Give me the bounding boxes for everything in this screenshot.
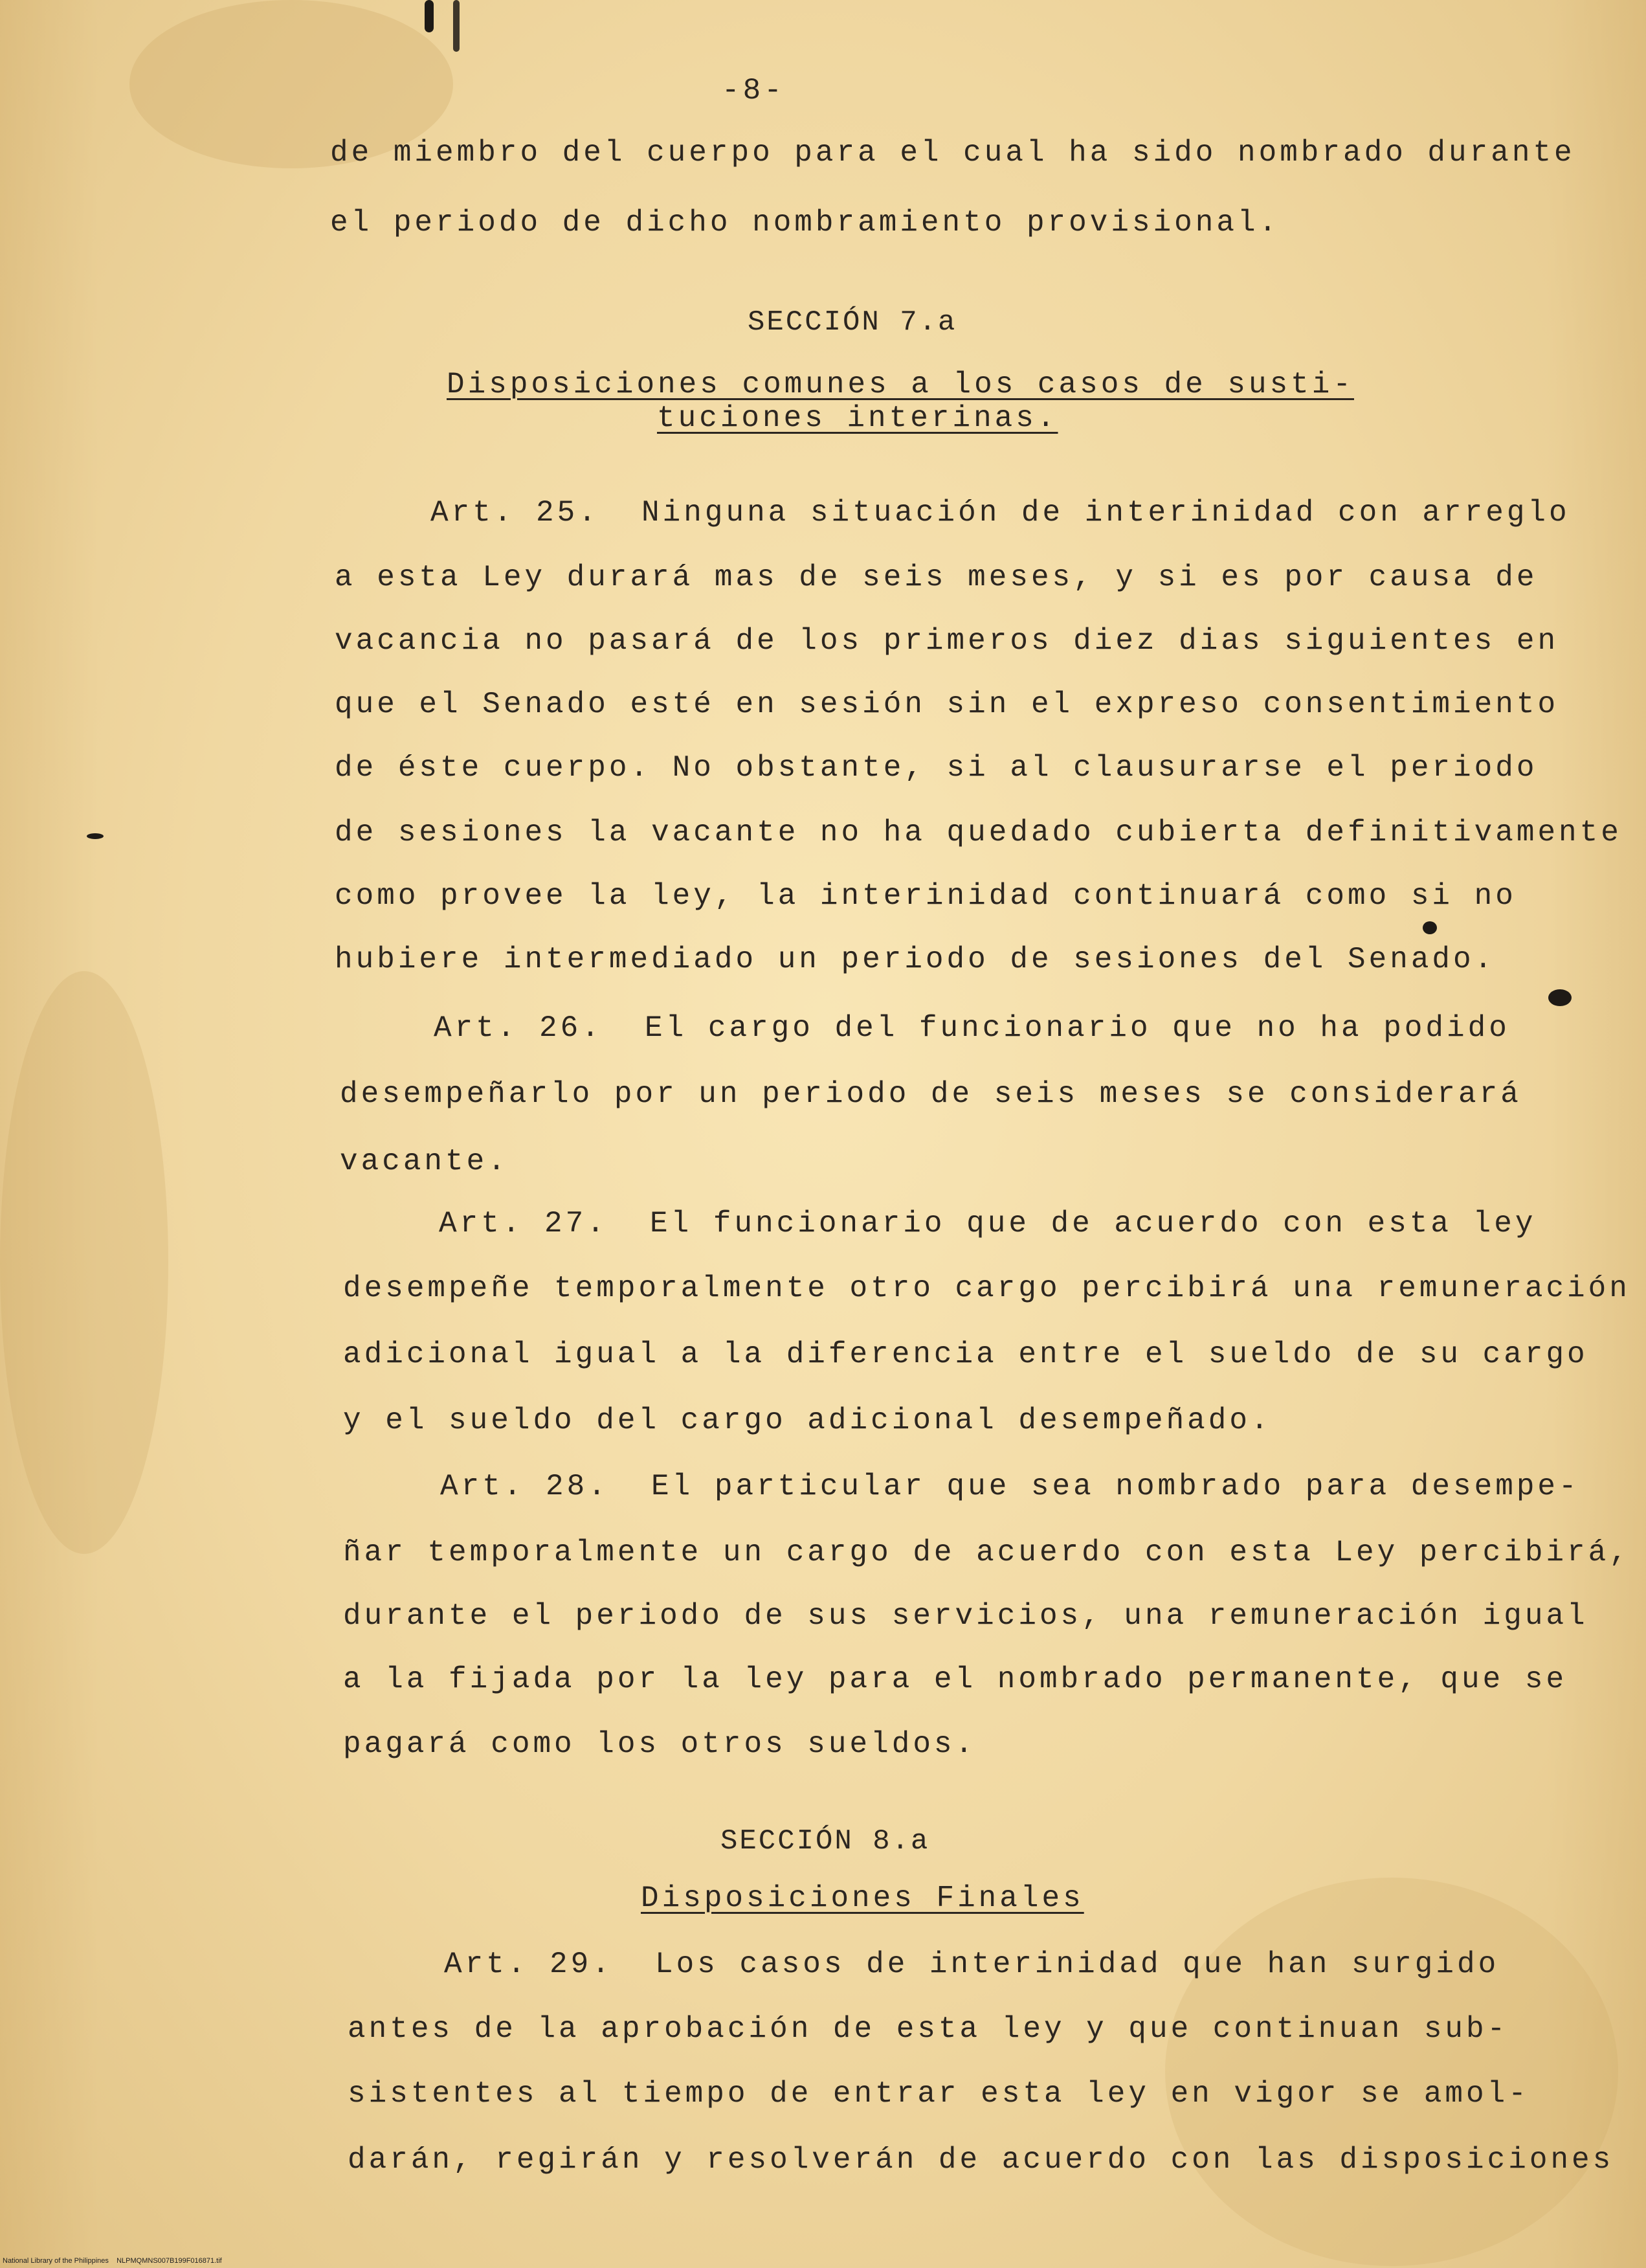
art-28-line-3: durante el periodo de sus servicios, una remuneración igual <box>343 1599 1588 1633</box>
continuation-line-1: de miembro del cuerpo para el cual ha sido nombrado durante <box>330 136 1575 170</box>
paper-stain <box>1165 1878 1618 2266</box>
art-29-line-1: Art. 29. Los casos de interinidad que han surgido <box>444 1948 1500 1981</box>
art-26-line-1: Art. 26. El cargo del funcionario que no ha podido <box>434 1011 1510 1045</box>
art-25-line-2: a esta Ley durará mas de seis meses, y si es por causa de <box>335 561 1538 594</box>
art-25-line-8: hubiere intermediado un periodo de sesiones del Senado. <box>335 943 1496 976</box>
continuation-line-2: el periodo de dicho nombramiento provisional. <box>330 206 1280 240</box>
ink-mark <box>1423 921 1437 934</box>
ink-mark <box>1548 989 1572 1006</box>
art-27-line-4: y el sueldo del cargo adicional desempeñado. <box>343 1404 1272 1437</box>
art-28-line-1: Art. 28. El particular que sea nombrado para desempe- <box>440 1470 1580 1503</box>
ink-mark <box>425 0 434 32</box>
paper-stain <box>0 971 168 1554</box>
art-25-line-5: de éste cuerpo. No obstante, si al clausurarse el periodo <box>335 751 1538 785</box>
art-25-line-4: que el Senado esté en sesión sin el expreso consentimiento <box>335 688 1559 721</box>
art-25-line-1: Art. 25. Ninguna situación de interinidad con arreglo <box>430 496 1570 530</box>
art-27-line-2: desempeñe temporalmente otro cargo percibirá una remuneración <box>343 1272 1630 1305</box>
ink-mark <box>87 833 104 839</box>
section-7-subtitle-line-1: Disposiciones comunes a los casos de susti- <box>447 368 1354 401</box>
ink-mark <box>453 0 460 52</box>
section-7-subtitle-line-2: tuciones interinas. <box>657 401 1058 435</box>
art-25-line-3: vacancia no pasará de los primeros diez dias siguientes en <box>335 624 1559 658</box>
art-27-line-1: Art. 27. El funcionario que de acuerdo con esta ley <box>439 1207 1537 1241</box>
art-29-line-4: darán, regirán y resolverán de acuerdo con las disposiciones <box>348 2143 1614 2177</box>
art-27-line-3: adicional igual a la diferencia entre el sueldo de su cargo <box>343 1338 1588 1371</box>
art-25-line-7: como provee la ley, la interinidad continuará como si no <box>335 879 1517 913</box>
art-26-line-2: desempeñarlo por un periodo de seis meses se considerará <box>340 1077 1522 1111</box>
art-28-line-2: ñar temporalmente un cargo de acuerdo con esta Ley percibirá, <box>343 1536 1630 1569</box>
art-29-line-2: antes de la aprobación de esta ley y que continuan sub- <box>348 2012 1509 2046</box>
art-25-line-6: de sesiones la vacante no ha quedado cubierta definitivamente <box>335 816 1622 849</box>
section-8-title: SECCIÓN 8.a <box>720 1825 930 1858</box>
section-8-subtitle: Disposiciones Finales <box>641 1881 1084 1915</box>
art-26-line-3: vacante. <box>340 1145 509 1178</box>
art-28-line-4: a la fijada por la ley para el nombrado permanente, que se <box>343 1663 1568 1696</box>
art-29-line-3: sistentes al tiempo de entrar esta ley en vigor se amol- <box>348 2077 1529 2111</box>
page-number: -8- <box>722 74 785 107</box>
section-7-title: SECCIÓN 7.a <box>748 306 957 339</box>
scan-footer: National Library of the Philippines NLPMQMNS007B199F016871.tif <box>3 2257 222 2265</box>
art-28-line-5: pagará como los otros sueldos. <box>343 1727 977 1761</box>
